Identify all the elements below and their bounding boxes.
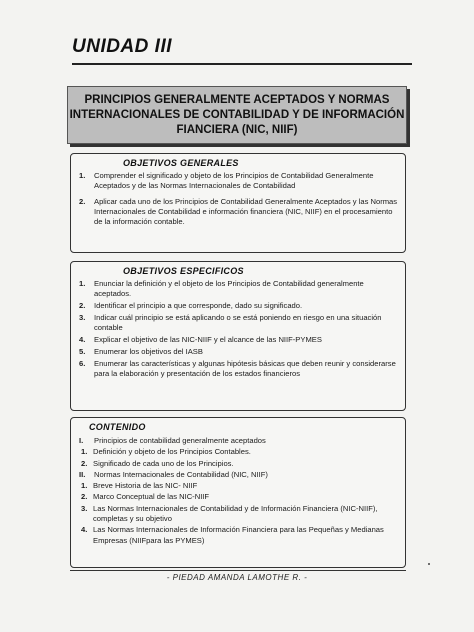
list-item <box>79 197 399 228</box>
list-item <box>79 313 399 334</box>
footer-author: - PIEDAD AMANDA LAMOTHE R. - <box>166 573 308 582</box>
item-number: 3. <box>79 312 86 322</box>
item-text: Enunciar la definición y el objeto de los Principios de Contabilidad generalmente aceptados. <box>94 279 364 299</box>
list-item <box>79 347 399 357</box>
item-number: II. <box>79 469 86 479</box>
item-text: Enumerar las características y algunas hipótesis básicas que deben reunir y considerarse para la elaboración y presentación de los estados financieros <box>94 358 396 378</box>
item-number: I. <box>79 436 84 445</box>
general-objectives-list <box>79 171 399 227</box>
item-text: Principios de contabilidad generalmente aceptados <box>94 436 266 445</box>
scan-speck <box>428 563 430 565</box>
item-number: 2. <box>81 458 88 468</box>
list-item <box>79 459 399 469</box>
item-text: Breve Historia de las NIC- NIIF <box>93 481 198 491</box>
item-number: 5. <box>79 346 86 356</box>
specific-objectives-heading: OBJETIVOS ESPECIFICOS <box>123 266 244 276</box>
specific-objectives-list <box>79 279 399 379</box>
list-item <box>79 525 399 546</box>
item-text: Marco Conceptual de las NIC-NIIF <box>93 492 210 502</box>
list-item <box>79 279 399 300</box>
list-item <box>79 335 399 345</box>
item-text: Normas Internacionales de Contabilidad (NIC, NIIF) <box>94 469 268 479</box>
list-item <box>79 171 399 192</box>
content-heading: CONTENIDO <box>89 422 146 432</box>
item-number: 2. <box>79 301 86 311</box>
unit-title: UNIDAD III <box>72 36 172 57</box>
chapter-title-line: PRINCIPIOS GENERALMENTE ACEPTADOS Y NORMAS <box>84 93 390 106</box>
footer-rule <box>70 570 406 571</box>
item-text: Identificar el principio a que corresponde, dado su significado. <box>94 301 303 311</box>
item-text: Las Normas Internacionales de Contabilidad y de Información Financiera (NIC-NIIF), completas y su objetivo <box>93 503 378 524</box>
unit-title-rule <box>72 63 412 65</box>
list-item <box>79 301 399 311</box>
list-item <box>79 492 399 502</box>
item-number: 1. <box>81 481 88 491</box>
item-text: Indicar cuál principio se está aplicando o se está poniendo en riesgo en una situación contable <box>94 312 382 333</box>
chapter-title-box <box>67 86 407 144</box>
item-text: Explicar el objetivo de las NIC-NIIF y el alcance de las NIIF-PYMES <box>94 334 322 344</box>
item-text: Las Normas Internacionales de Información Financiera para las Pequeñas y Medianas Empresas (NIIFpara las PYMES) <box>93 525 384 545</box>
item-number: 1. <box>79 171 86 180</box>
general-objectives-heading: OBJETIVOS GENERALES <box>123 158 239 168</box>
item-text: Comprender el significado y objeto de los Principios de Contabilidad Generalmente Aceptados y de las Normas Internacionales de Contabilidad <box>94 171 374 191</box>
item-text: Significado de cada uno de los Principios. <box>93 458 234 468</box>
item-text: Enumerar los objetivos del IASB <box>94 346 203 356</box>
specific-objectives-box <box>70 261 406 411</box>
general-objectives-box <box>70 153 406 253</box>
list-item <box>79 359 399 380</box>
list-item <box>79 436 399 446</box>
list-item <box>79 481 399 491</box>
chapter-title-line: INTERNACIONALES DE CONTABILIDAD Y DE INFORMACIÓN <box>69 108 405 121</box>
item-text: Definición y objeto de los Principios Contables. <box>93 447 251 457</box>
item-number: 6. <box>79 358 86 368</box>
item-number: 2. <box>81 492 88 502</box>
item-number: 4. <box>81 525 88 535</box>
list-item <box>79 447 399 457</box>
item-number: 2. <box>79 196 86 206</box>
item-number: 1. <box>81 447 88 457</box>
item-text: Aplicar cada uno de los Principios de Contabilidad Generalmente Aceptados y las Normas Internacionales de Contabilidad e información financiera (NIC, NIIF) en el procesamiento de la información contable. <box>94 196 398 227</box>
content-box <box>70 417 406 568</box>
list-item <box>79 470 399 480</box>
chapter-title-line: FIANCIERA (NIC, NIIF) <box>176 123 298 136</box>
item-number: 1. <box>79 279 86 288</box>
list-item <box>79 504 399 525</box>
content-list <box>79 436 399 546</box>
chapter-title <box>70 93 405 138</box>
item-number: 3. <box>81 503 88 513</box>
item-number: 4. <box>79 334 86 344</box>
